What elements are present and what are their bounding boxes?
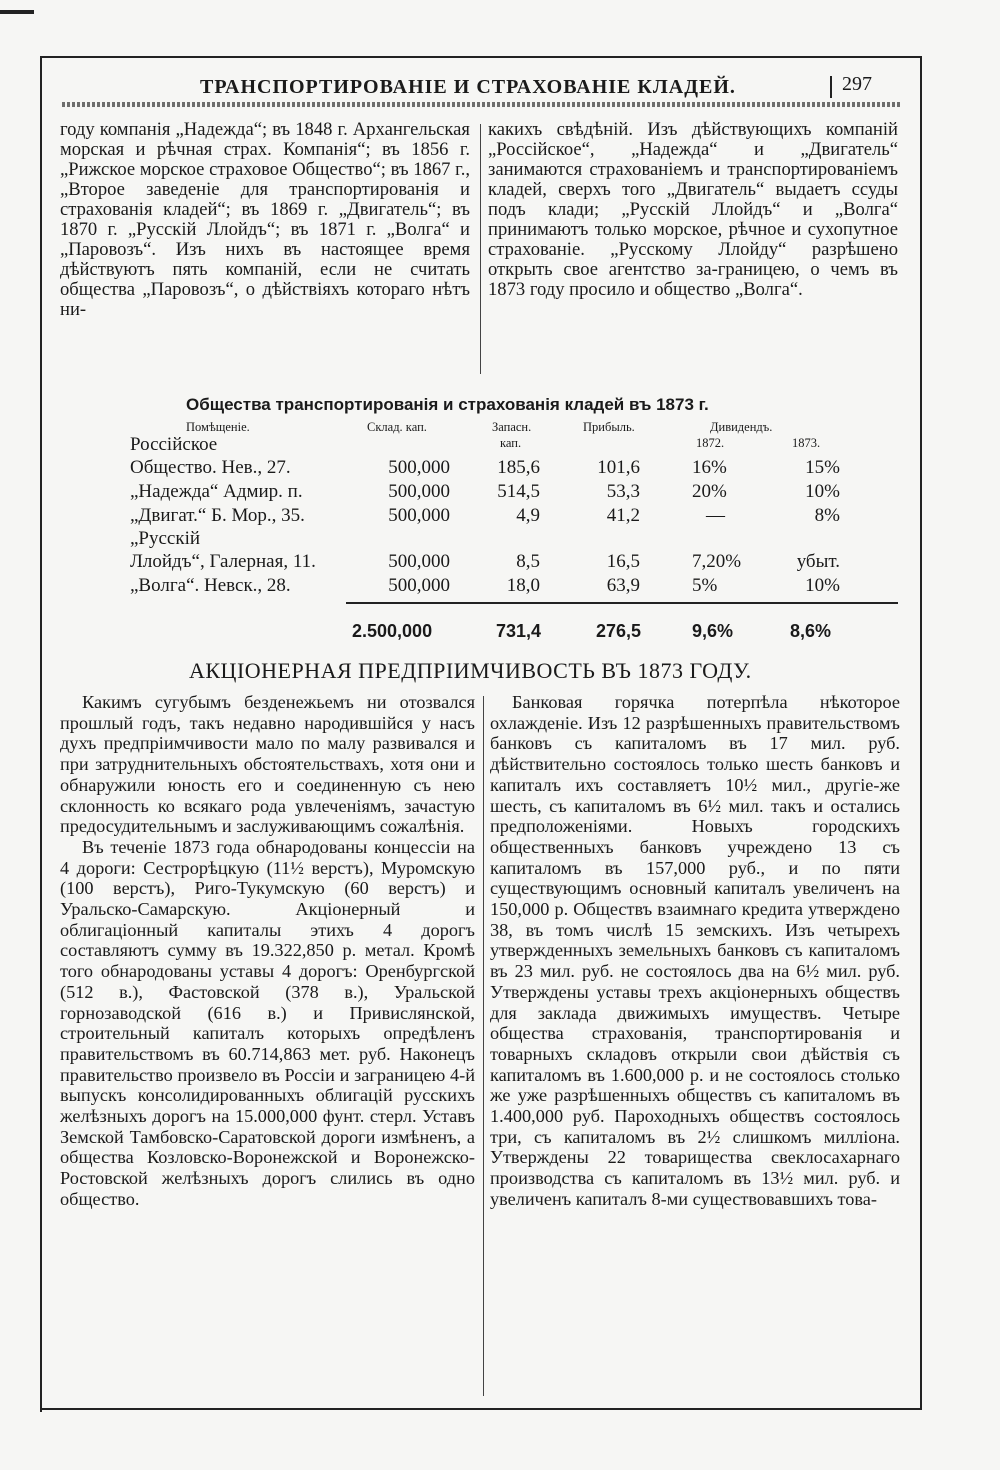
header-premises: Помѣщенiе. (186, 420, 250, 434)
header-year-1872: 1872. (696, 436, 725, 450)
header-ornament-rule (62, 102, 900, 107)
row-3-div-1873: 8% (814, 505, 840, 526)
row-4-name: Ллойдъ“, Галерная, 11. (130, 551, 316, 572)
corner-mark (0, 10, 34, 14)
top-left-column (60, 120, 470, 372)
table-total-rule (346, 602, 898, 604)
top-right-column (488, 120, 898, 372)
row-4-div-1873: убыт. (796, 551, 840, 572)
row-2-reserve: 514,5 (497, 481, 540, 502)
row-1-reserve: 185,6 (497, 457, 540, 478)
paragraph-1: Какимъ сугубымъ безденежьемъ ни отозвался прошлый годъ, такъ недавно народившiйся у насъ духъ предпрiимчивости мало по малу развивался и при затруднительныхъ обстоятельствахъ, хотя они и обнаружили юность его и соединенную съ нею склонность ко всякаго рода увлеченiямъ, зачастую предосудительнымъ и заслуживающимъ сожалѣнiя. (60, 692, 475, 837)
section-heading: АКЦIОНЕРНАЯ ПРЕДПРIИМЧИВОСТЬ ВЪ 1873 ГОДУ. (189, 658, 752, 683)
row-5-div-1872: 5% (692, 575, 718, 596)
header-reserve: Запасн. (492, 420, 532, 434)
header-year-1873: 1873. (792, 436, 821, 450)
total-reserve: 731,4 (496, 621, 542, 641)
row-5-div-1873: 10% (805, 575, 840, 596)
folio-bar (830, 76, 832, 98)
total-div-1873: 8,6% (790, 621, 832, 641)
page-number: 297 (842, 73, 872, 95)
paragraph-3: Банковая горячка потерпѣла нѣкоторое охлажденiе. Изъ 12 разрѣшенныхъ правительствомъ банковъ съ капиталомъ въ 17 мил. руб. дѣйствительно состоялось только шесть банковъ и капиталъ ихъ составляетъ 10½ мил., другiе-же шесть, съ капиталомъ въ 6½ мил. такъ и остались предположенiями. Новыхъ городскихъ общественныхъ банковъ учреждено 13 съ капиталомъ въ 157,000 руб., и по пяти существующимъ основный капиталъ увеличенъ на 150,000 р. Обществъ взаимнаго кредита утверждено 38, въ томъ числѣ 15 земскихъ. Изъ четырехъ утвержденныхъ земельныхъ банковъ съ капиталомъ въ 23 мил. руб. не состоялось два на 6½ мил. руб. Утверждены уставы трехъ акцiонерныхъ обществъ для заклада движимыхъ имуществъ. Четыре общества страхованiя, транспортированiя и товарныхъ складовъ открыли свои дѣйствiя съ капиталомъ въ 1.600,000 р. и не состоялось столько же уже разрѣшенныхъ обществъ съ капиталомъ въ 1.400,000 руб. Пароходныхъ обществъ состоялось три, съ капиталомъ въ 2½ слишкомъ миллiона. Утверждены 22 товарищества свеклосахарнаго производства съ капиталомъ въ 13½ мил. руб. и увеличенъ капиталъ 8-ми существовавшихъ това- (490, 692, 900, 1209)
row-4-reserve: 8,5 (516, 551, 540, 572)
page-frame-bottom (40, 1408, 922, 1410)
row-5-reserve: 18,0 (506, 575, 540, 596)
row-3-capital: 500,000 (388, 505, 450, 526)
header-dividend: Дивидендъ. (710, 420, 773, 434)
row-4-div-1872: 7,20% (692, 551, 742, 572)
row-2-div-1872: 20% (692, 481, 727, 502)
total-profit: 276,5 (596, 621, 642, 641)
row-3-div-1872: — (706, 505, 725, 526)
row-3-reserve: 4,9 (516, 505, 540, 526)
row-3-profit: 41,2 (606, 505, 640, 526)
bottom-left-column (60, 692, 475, 1398)
total-div-1872: 9,6% (692, 621, 734, 641)
row-2-name: „Надежда“ Адмир. п. (130, 481, 303, 502)
row-2-capital: 500,000 (388, 481, 450, 502)
top-right-text: какихъ свѣдѣнiй. Изъ дѣйствующихъ компанiй „Россiйское“, „Надежда“ и „Двигатель“ занимаются страхованiемъ и транспортированiемъ кладей, сверхъ того „Двигатель“ выдаетъ ссуды подъ клади; „Русскiй Ллойдъ“ и „Волга“ принимаютъ только морское, рѣчное и сухопутное страхованiе. „Русскому Ллойду“ разрѣшено открыть свое агентство за-границею, о чемъ въ 1873 году просило и общество „Волга“. (488, 119, 898, 300)
row-5-capital: 500,000 (388, 575, 450, 596)
row-4-name-line-1: „Русскiй (130, 528, 201, 549)
page-frame-right (920, 56, 922, 1410)
row-4-profit: 16,5 (606, 551, 640, 572)
row-2-div-1873: 10% (805, 481, 840, 502)
table-title: Общества транспортированiя и страхованiя кладей въ 1873 г. (186, 395, 709, 414)
row-1-capital: 500,000 (388, 457, 450, 478)
row-1-div-1872: 16% (692, 457, 727, 478)
header-profit: Прибыль. (583, 420, 635, 434)
running-title: ТРАНСПОРТИРОВАНIЕ И СТРАХОВАНIЕ КЛАДЕЙ. (200, 76, 736, 98)
header-reserve-2: кап. (500, 436, 522, 450)
row-1-div-1873: 15% (805, 457, 840, 478)
top-column-rule (480, 124, 481, 374)
row-1-name-line-1: Россiйское (130, 434, 218, 455)
row-5-profit: 63,9 (606, 575, 640, 596)
row-1-profit: 101,6 (597, 457, 640, 478)
row-5-name: „Волга“. Невск., 28. (130, 575, 291, 596)
total-capital: 2.500,000 (352, 621, 433, 641)
row-4-capital: 500,000 (388, 551, 450, 572)
bottom-right-column (490, 692, 900, 1398)
paragraph-2: Въ теченiе 1873 года обнародованы концессiи на 4 дороги: Сестрорѣцкую (11½ верстъ), Муромскую (100 верстъ), Риго-Тукумскую (60 верстъ) и Уральско-Самарскую. Акцiонерный и облигацiонный капиталы этихъ 4 дорогъ составляютъ сумму въ 19.322,850 р. метал. Кромѣ того обнародованы уставы 4 дорогъ: Оренбургской (512 в.), Фастовской (378 в.), Уральской горнозаводской (616 в.) и Привислянской, строительный капиталъ которыхъ опредѣленъ правительствомъ въ 60.714,863 мет. руб. Наконецъ правительство произвело въ Россiи и заграницею 4-й выпускъ консолидированныхъ облигацiй русскихъ желѣзныхъ дорогъ на 15.000,000 фунт. стерл. Уставъ Земской Тамбовско-Саратовской дороги измѣненъ, а общества Козловско-Воронежской и Воронежско-Ростовской желѣзныхъ дорогъ слились въ одно общество. (60, 836, 475, 1209)
row-3-name: „Двигат.“ Б. Мор., 35. (130, 505, 305, 526)
header-capital: Склад. кап. (367, 420, 427, 434)
row-1-name: Общество. Нев., 27. (130, 457, 291, 478)
bottom-column-rule (483, 696, 484, 1396)
row-2-profit: 53,3 (606, 481, 640, 502)
top-left-text: году компанiя „Надежда“; въ 1848 г. Архангельская морская и рѣчная страх. Компанiя“; въ 1856 г. „Рижское морское страховое Общество“; въ 1867 г., „Второе заведенiе для транспортированiя и страхованiя кладей“; въ 1869 г. „Двигатель“; въ 1870 г. „Русскiй Ллойдъ“; въ 1871 г. „Волга“ и „Паровозъ“. Изъ нихъ въ настоящее время дѣйствуютъ пять компанiй, если не считать общества „Паровозъ“, о дѣйствiяхъ котораго нѣтъ ни- (60, 119, 470, 320)
